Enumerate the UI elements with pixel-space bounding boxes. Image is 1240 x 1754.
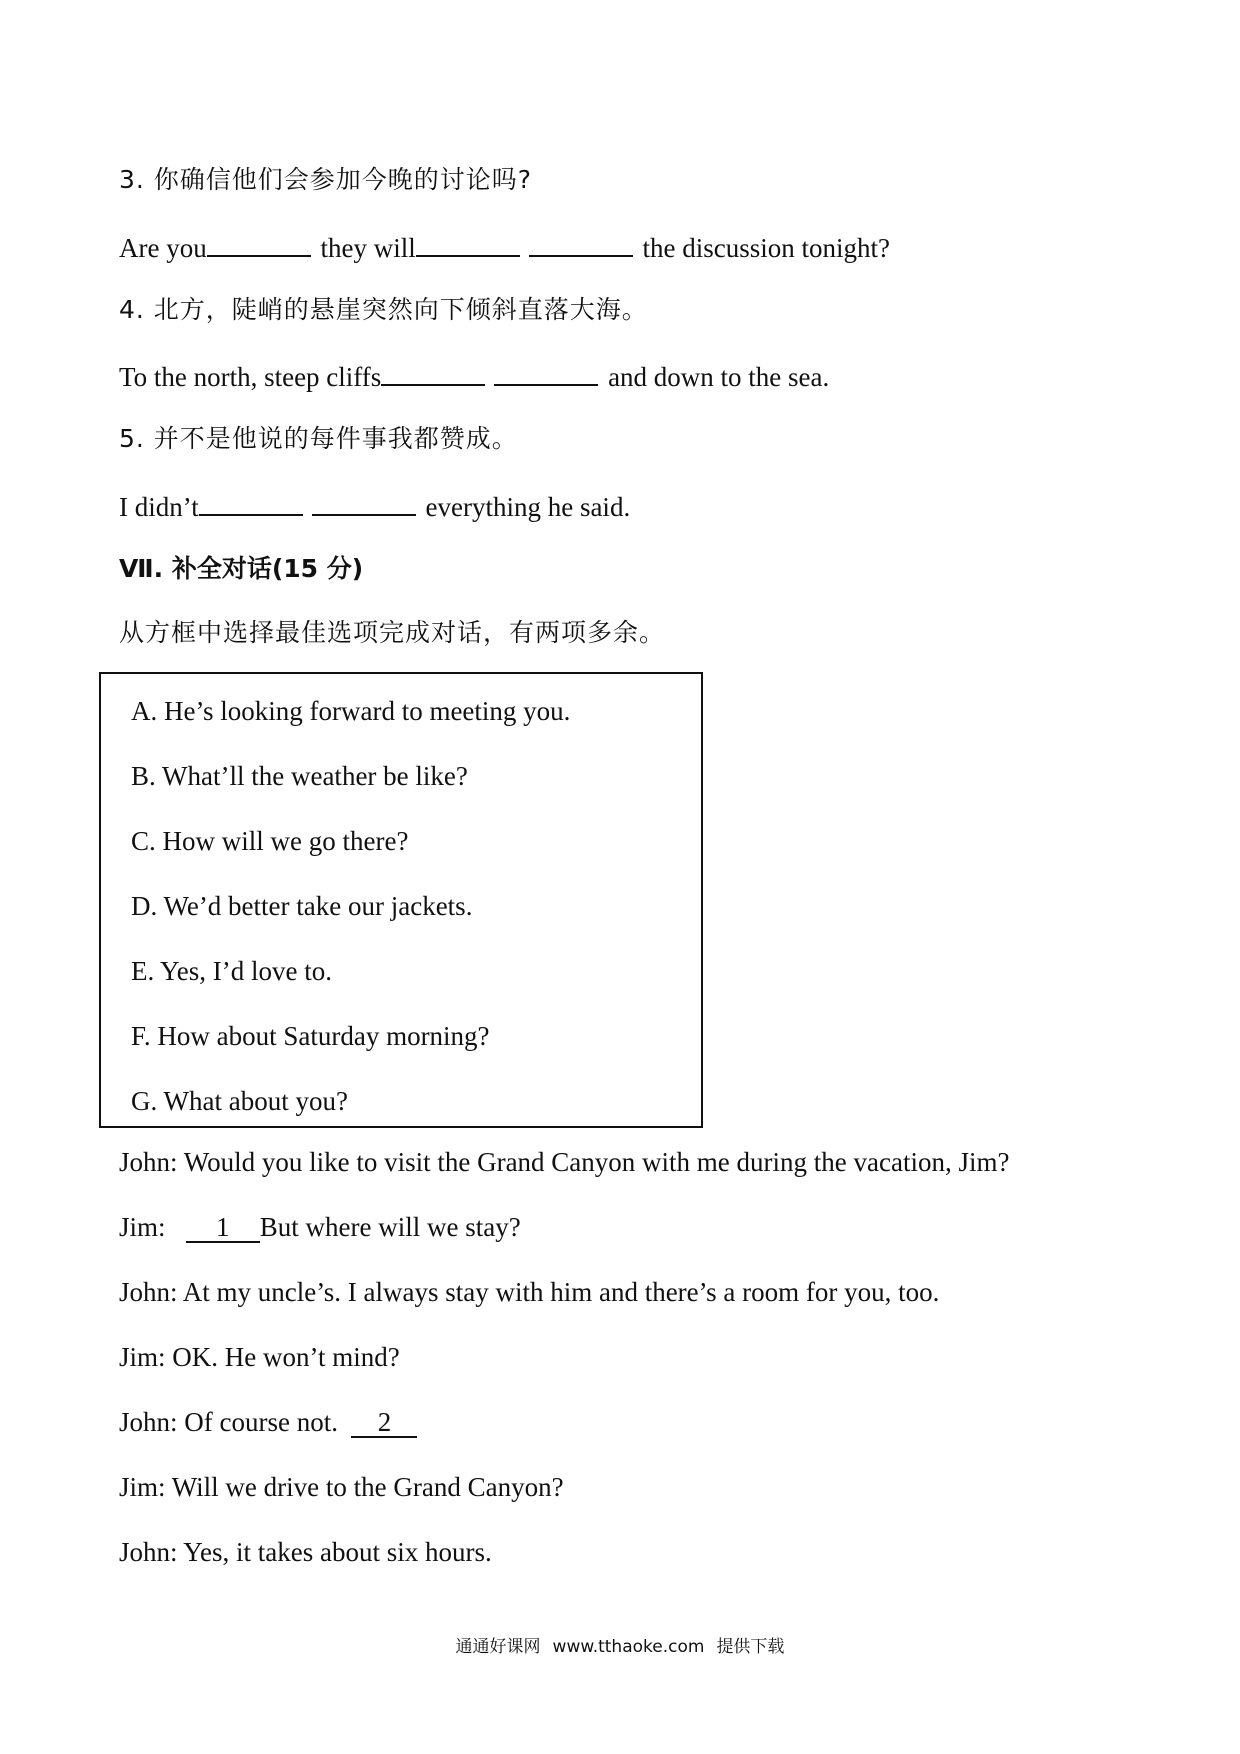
dialogue-line-4: Jim: OK. He won’t mind? [119, 1342, 400, 1372]
dialogue-line-7: John: Yes, it takes about six hours. [119, 1537, 492, 1567]
q4-english [119, 358, 829, 394]
page-footer [0, 1636, 1240, 1658]
option-a: A. He’s looking forward to meeting you. [131, 696, 571, 726]
q3-blank-3[interactable] [529, 229, 633, 257]
options-box [99, 672, 703, 1128]
q5-chinese: 5. 并不是他说的每件事我都赞成。 [119, 424, 518, 453]
q5-english [119, 488, 630, 524]
footer-site-name: 通通好课网 [455, 1637, 541, 1657]
q4-text-b: and down to the sea. [601, 362, 830, 392]
q5-blank-1[interactable] [199, 488, 303, 516]
section-title: Ⅶ. 补全对话(15 分) [119, 554, 364, 583]
option-b: B. What’ll the weather be like? [131, 761, 468, 791]
dialogue-line-1: John: Would you like to visit the Grand Canyon with me during the vacation, Jim? [119, 1147, 1010, 1177]
q4-chinese: 4. 北方，陡峭的悬崖突然向下倾斜直落大海。 [119, 295, 648, 324]
answer-blank-2[interactable]: 2 [351, 1408, 417, 1438]
q3-blank-1[interactable] [207, 229, 311, 257]
dialogue-line-6: Jim: Will we drive to the Grand Canyon? [119, 1472, 564, 1502]
q5-text-a: I didn’t [119, 492, 199, 522]
q4-blank-1[interactable] [381, 358, 485, 386]
answer-blank-1[interactable]: 1 [186, 1213, 260, 1243]
q5-blank-2[interactable] [312, 488, 416, 516]
q4-text-a: To the north, steep cliffs [119, 362, 382, 392]
q3-chinese: 3. 你确信他们会参加今晚的讨论吗? [119, 165, 533, 194]
dialogue-line-3: John: At my uncle’s. I always stay with him and there’s a room for you, too. [119, 1277, 940, 1307]
dialogue-speaker-jim: Jim: [119, 1212, 173, 1242]
q3-blank-2[interactable] [416, 229, 520, 257]
footer-url[interactable]: www.tthaoke.com [552, 1637, 705, 1657]
footer-suffix: 提供下载 [716, 1637, 785, 1657]
q3-text-c: the discussion tonight? [635, 233, 890, 263]
q3-text-a: Are you [119, 233, 207, 263]
option-d: D. We’d better take our jackets. [131, 891, 473, 921]
dialogue-line-2 [119, 1210, 521, 1244]
q4-blank-2[interactable] [494, 358, 598, 386]
q3-english [119, 229, 890, 265]
q3-text-b: they will [313, 233, 416, 263]
option-f: F. How about Saturday morning? [131, 1021, 490, 1051]
q5-text-b: everything he said. [418, 492, 631, 522]
dialogue-line-2-text: But where will we stay? [259, 1212, 521, 1242]
option-g: G. What about you? [131, 1086, 348, 1116]
option-c: C. How will we go there? [131, 826, 409, 856]
dialogue-line-5-text: John: Of course not. [119, 1407, 345, 1437]
dialogue-line-5 [119, 1405, 417, 1439]
section-instruction: 从方框中选择最佳选项完成对话，有两项多余。 [119, 618, 666, 647]
option-e: E. Yes, I’d love to. [131, 956, 332, 986]
